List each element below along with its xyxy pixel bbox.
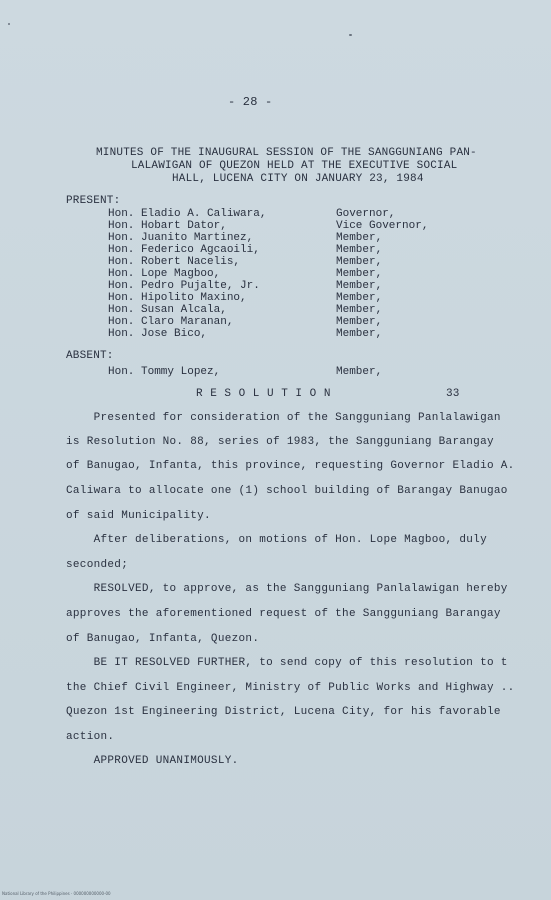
title-line: LALAWIGAN OF QUEZON HELD AT THE EXECUTIVE SOCIAL [131, 160, 458, 172]
attendee-role: Member, [336, 244, 383, 256]
archive-footer: National Library of the Philippines · 000000000000-00 [2, 891, 111, 896]
body-line: After deliberations, on motions of Hon. Lope Magboo, duly [66, 534, 487, 546]
attendee-name: Hon. Federico Agcaoili, [108, 244, 260, 256]
attendee-role: Member, [336, 256, 383, 268]
attendee-role: Member, [336, 292, 383, 304]
body-line: approves the aforementioned request of the Sangguniang Barangay [66, 608, 501, 620]
body-line: Presented for consideration of the Sangguniang Panlalawigan [66, 412, 501, 424]
attendee-name: Hon. Juanito Martinez, [108, 232, 254, 244]
body-line: of said Municipality. [66, 510, 211, 522]
attendee-name: Hon. Hipolito Maxino, [108, 292, 247, 304]
attendee-name: Hon. Lope Magboo, [108, 268, 221, 280]
attendee-role: Member, [336, 328, 383, 340]
attendee-name: Hon. Tommy Lopez, [108, 366, 221, 378]
present-label: PRESENT: [66, 195, 121, 207]
body-line: Caliwara to allocate one (1) school building of Barangay Banugao [66, 485, 508, 497]
title-line: HALL, LUCENA CITY ON JANUARY 23, 1984 [172, 173, 424, 185]
body-line: BE IT RESOLVED FURTHER, to send copy of this resolution to t [66, 657, 508, 669]
body-line: the Chief Civil Engineer, Ministry of Public Works and Highway .. [66, 682, 515, 694]
body-line: action. [66, 731, 115, 743]
attendee-role: Member, [336, 232, 383, 244]
body-line: RESOLVED, to approve, as the Sangguniang Panlalawigan hereby [66, 583, 508, 595]
body-line: is Resolution No. 88, series of 1983, the Sangguniang Barangay [66, 436, 494, 448]
attendee-name: Hon. Jose Bico, [108, 328, 208, 340]
attendee-role: Member, [336, 366, 383, 378]
body-line: Quezon 1st Engineering District, Lucena City, for his favorable [66, 706, 501, 718]
body-line: APPROVED UNANIMOUSLY. [66, 755, 239, 767]
attendee-name: Hon. Hobart Dator, [108, 220, 227, 232]
resolution-number: 33 [446, 388, 460, 400]
attendee-name: Hon. Pedro Pujalte, Jr. [108, 280, 260, 292]
paper-speck [349, 34, 352, 36]
attendee-name: Hon. Susan Alcala, [108, 304, 227, 316]
attendee-name: Hon. Robert Nacelis, [108, 256, 241, 268]
body-line: of Banugao, Infanta, Quezon. [66, 633, 260, 645]
paper-speck [8, 23, 10, 25]
attendee-role: Governor, [336, 208, 396, 220]
attendee-role: Vice Governor, [336, 220, 429, 232]
attendee-role: Member, [336, 316, 383, 328]
attendee-role: Member, [336, 304, 383, 316]
resolution-heading: R E S O L U T I O N [196, 388, 331, 400]
page-number: - 28 - [228, 95, 273, 109]
attendee-role: Member, [336, 280, 383, 292]
body-line: of Banugao, Infanta, this province, requesting Governor Eladio A. [66, 460, 515, 472]
attendee-name: Hon. Claro Maranan, [108, 316, 234, 328]
attendee-name: Hon. Eladio A. Caliwara, [108, 208, 267, 220]
title-line: MINUTES OF THE INAUGURAL SESSION OF THE SANGGUNIANG PAN- [96, 147, 477, 159]
absent-label: ABSENT: [66, 350, 114, 362]
body-line: seconded; [66, 559, 129, 571]
attendee-role: Member, [336, 268, 383, 280]
